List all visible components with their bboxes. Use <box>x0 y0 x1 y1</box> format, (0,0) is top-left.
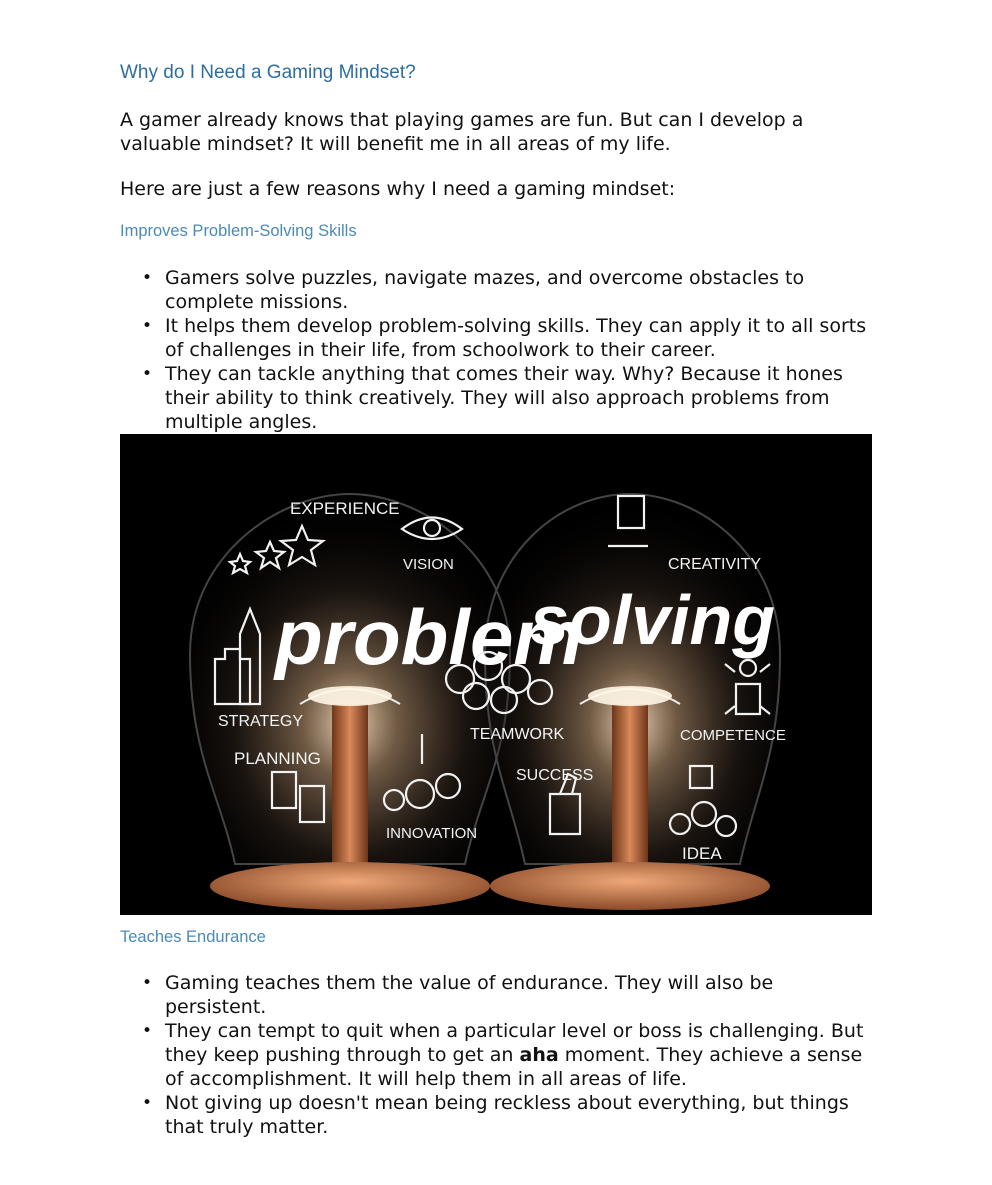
page-heading: Why do I Need a Gaming Mindset? <box>120 62 416 83</box>
idea-label: IDEA <box>682 844 722 863</box>
intro-paragraph: A gamer already knows that playing games are fun. But can I develop a valuable mindset? It will benefit me in all areas of my life. <box>120 109 804 155</box>
lightbulbs-illustration <box>120 434 872 915</box>
experience-label: EXPERIENCE <box>290 499 400 518</box>
section-heading-problem-solving: Improves Problem-Solving Skills <box>120 222 357 240</box>
solving-word: solving <box>530 581 776 659</box>
teamwork-label: TEAMWORK <box>470 726 565 743</box>
problem-solving-lightbulbs-image <box>120 434 872 915</box>
reasons-intro-paragraph: Here are just a few reasons why I need a gaming mindset: <box>120 178 676 200</box>
endurance-bullet-list <box>120 971 880 1139</box>
competence-label: COMPETENCE <box>680 727 786 744</box>
list-item-text-after: moment. They achieve a sense of accomplishment. It will help them in all areas of life. <box>165 1044 863 1090</box>
success-label: SUCCESS <box>516 767 594 784</box>
problem-word: problem <box>275 593 583 681</box>
list-item: • They can tackle anything that comes their way. Why? Because it hones their ability to think creatively. They will also approach problems from multiple angles. <box>120 362 880 434</box>
strategy-label: STRATEGY <box>218 713 304 730</box>
list-item: • Gamers solve puzzles, navigate mazes, and overcome obstacles to complete missions. <box>120 266 880 314</box>
list-item: • Not giving up doesn't mean being reckless about everything, but things that truly matter. <box>120 1091 880 1139</box>
planning-label: PLANNING <box>234 749 321 768</box>
innovation-label: INNOVATION <box>386 825 478 842</box>
list-item <box>120 1019 880 1091</box>
section-heading-endurance: Teaches Endurance <box>120 928 266 946</box>
list-item: • It helps them develop problem-solving skills. They can apply it to all sorts of challenges in their life, from schoolwork to their career. <box>120 314 880 362</box>
problem-solving-bullet-list <box>120 266 880 434</box>
list-item: • Gaming teaches them the value of endurance. They will also be persistent. <box>120 971 880 1019</box>
vision-label: VISION <box>403 556 454 573</box>
list-item-text-before: They can tempt to quit when a particular level or boss is challenging. But they keep pushing through to get an <box>165 1020 864 1066</box>
aha-bold-text: aha <box>519 1044 559 1066</box>
creativity-label: CREATIVITY <box>668 556 762 573</box>
